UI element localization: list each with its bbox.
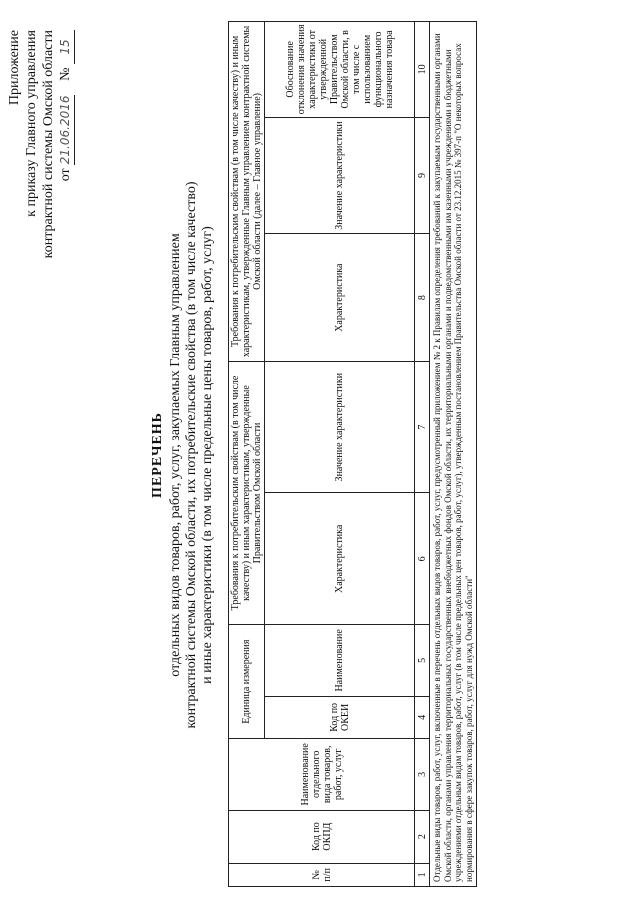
handwritten-number: 15 (57, 30, 75, 64)
appendix-title: Приложение (7, 30, 22, 106)
column-number-row (415, 22, 430, 887)
table-note-row (430, 22, 477, 887)
header-deviation-reason: Обоснование отклонения значения характеристики от утвержденной Правительством Омской области, в том числе с использованием функционального назначения товара (265, 22, 415, 118)
col-number: 10 (415, 22, 430, 118)
goods-requirements-table (228, 21, 477, 887)
header-gov-characteristic: Характеристика (265, 493, 415, 625)
table-note: Отдельные виды товаров, работ, услуг, включенные в перечень отдельных видов товаров, работ, услуг, предусмотренный приложением № 2 к Правилам определения требований к закупаемым государственными органами Омской области, органами управления территориальных государственных внебюджетных фондов Омской области, их территориальными органами и подведомственными им казенными учреждениями и бюджетными учреждениями отдельным видам товаров, работ, услуг (в том числе предельных цен товаров, работ, услуг), утвержденным постановлением Правительства Омской области от 23.12.2015 № 397-п "О некоторых вопросах нормирования в сфере закупок товаров, работ, услуг для нужд Омской области" (430, 22, 477, 887)
appendix-agency-line: контрактной системы Омской области (41, 30, 56, 259)
header-main-value: Значение характеристики (265, 117, 415, 234)
heading-line-1: отдельных видов товаров, работ, услуг, закупаемых Главным управлением (168, 233, 183, 677)
appendix-order-line: к приказу Главного управления (24, 30, 39, 217)
header-unit: Единица измерения (229, 625, 265, 739)
document-heading (150, 105, 216, 805)
appendix-date-line (57, 30, 75, 410)
col-number: 5 (415, 625, 430, 696)
handwritten-date: 21.06.2016 (57, 95, 75, 165)
header-okpd: Код по ОКПД (229, 810, 415, 863)
col-number: 6 (415, 493, 430, 625)
col-number: 4 (415, 696, 430, 738)
col-number: 1 (415, 863, 430, 886)
col-number: 2 (415, 810, 430, 863)
header-unit-code: Код по ОКЕИ (265, 696, 415, 738)
col-number: 9 (415, 117, 430, 234)
header-unit-name: Наименование (265, 625, 415, 696)
document-title: ПЕРЕЧЕНЬ (150, 412, 165, 498)
header-num: № п/п (229, 863, 415, 886)
header-req-government: Требования к потребительским свойствам (в том числе качеству) и иным характеристикам, утвержденные Правительством Омской области (229, 361, 265, 624)
header-req-main-directorate: Требования к потребительским свойствам (в том числе качеству) и иным характеристикам, утвержденные Главным управлением контрактной системы Омской области (далее – Главное управление) (229, 22, 265, 362)
appendix-block (6, 30, 75, 410)
col-number: 3 (415, 739, 430, 810)
number-prefix: № (58, 67, 73, 81)
header-item-name: Наименование отдельного вида товаров, работ, услуг (229, 739, 415, 810)
header-row-1 (229, 22, 265, 887)
col-number: 8 (415, 234, 430, 361)
date-prefix: от (58, 168, 73, 182)
header-gov-value: Значение характеристики (265, 361, 415, 493)
col-number: 7 (415, 361, 430, 493)
heading-line-2: контрактной системы Омской области, их потребительские свойства (в том числе качество) (184, 181, 199, 729)
header-main-characteristic: Характеристика (265, 234, 415, 361)
heading-line-3: и иные характеристики (в том числе предельные цены товаров, работ, услуг) (200, 226, 215, 684)
